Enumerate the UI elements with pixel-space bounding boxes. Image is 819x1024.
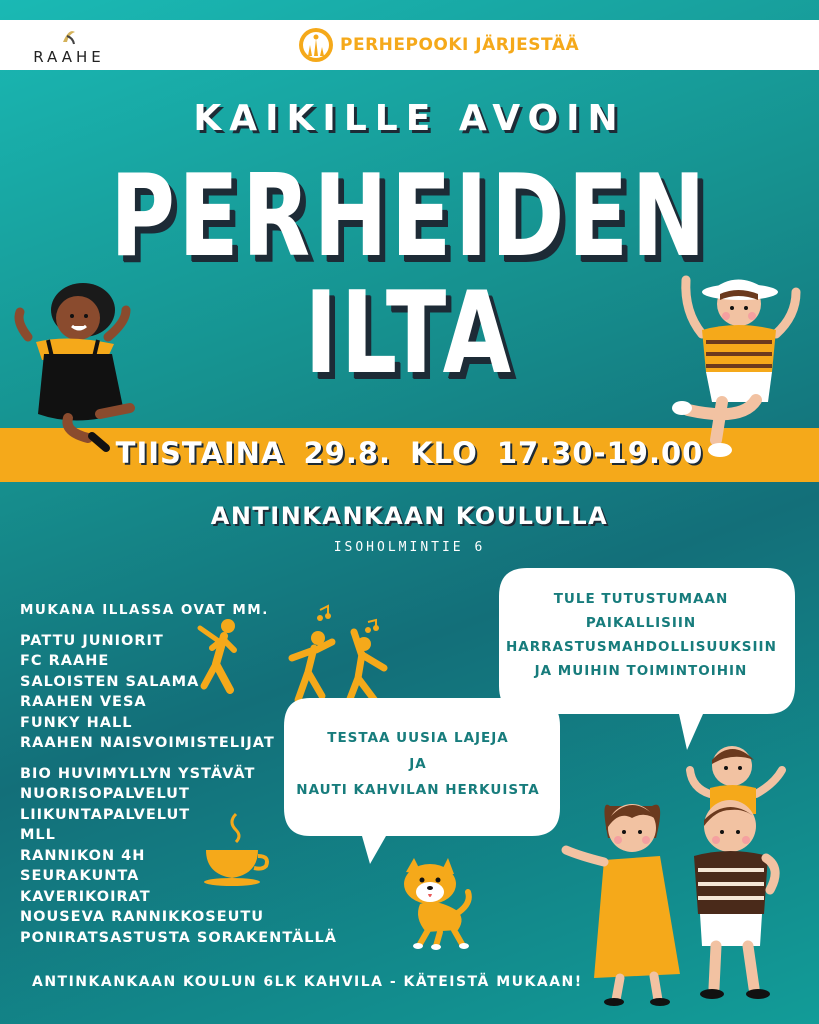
address: ISOHOLMINTIE 6 [333,540,486,555]
participant-item: KAVERIKOIRAT [20,888,151,905]
participant-item: RAAHEN NAISVOIMISTELIJAT [20,735,275,751]
boy-jumping-illustration [672,272,807,462]
girl-jumping-illustration [8,282,143,462]
bubble-right-line: HARRASTUSMAHDOLLISUUKSIIN [506,639,777,655]
bubble-right-line: JA MUIHIN TOIMINTOIHIN [534,663,748,679]
participant-item: MLL [20,827,56,843]
venue: ANTINKANKAAN KOULULLA [210,502,609,530]
raahe-logo [14,26,124,66]
raahe-logo-icon [59,26,79,46]
participant-item: PONIRATSASTUSTA SORAKENTÄLLÄ [20,929,338,946]
bubble-right-line: PAIKALLISIIN [585,615,697,631]
organizer-text: PERHEPOOKI JÄRJESTÄÄ [340,35,580,55]
title-line-2: ILTA [304,267,515,400]
dog-icon [396,858,476,950]
family-illustration [560,738,800,1006]
bubble-left-line: TESTAA UUSIA LAJEJA [327,730,509,746]
participant-item: NUORISOPALVELUT [20,786,190,802]
coffee-cup-icon [200,810,272,890]
organizer [298,27,579,63]
participant-item: SEURAKUNTA [20,868,140,884]
header-bar [0,20,819,70]
participant-item: BIO HUVIMYLLYN YSTÄVÄT [20,765,256,782]
title-line-1: PERHEIDEN [110,150,709,283]
bubble-right-line: TULE TUTUSTUMAAN [553,591,729,607]
perhepooki-logo-icon [298,27,334,63]
baseball-player-icon [190,614,250,694]
subtitle: KAIKILLE AVOIN [193,98,626,139]
participant-item: LIIKUNTAPALVELUT [20,806,191,823]
participant-item: RANNIKON 4H [20,847,146,864]
participant-item: PATTU JUNIORIT [20,632,164,649]
footer-note: ANTINKANKAAN KOULUN 6LK KAHVILA - KÄTEISTÄ MUKAAN! [32,974,583,990]
participant-item: FC RAAHE [20,653,110,669]
participant-item: SALOISTEN SALAMA [20,673,200,690]
participant-item: RAAHEN VESA [20,694,147,710]
bubble-right-text [506,587,776,683]
dancers-icon [284,604,394,710]
event-date: TIISTAINA 29.8. KLO 17.30-19.00 [115,436,704,470]
participant-item: NOUSEVA RANNIKKOSEUTU [20,909,265,925]
bubble-left-line: JA [409,756,427,772]
participant-item: FUNKY HALL [20,714,133,731]
raahe-logo-text: RAAHE [33,48,105,66]
bubble-left-line: NAUTI KAHVILAN HERKUISTA [296,782,540,798]
participants-intro: MUKANA ILLASSA OVAT MM. [20,602,269,618]
bubble-left-text [293,725,543,803]
